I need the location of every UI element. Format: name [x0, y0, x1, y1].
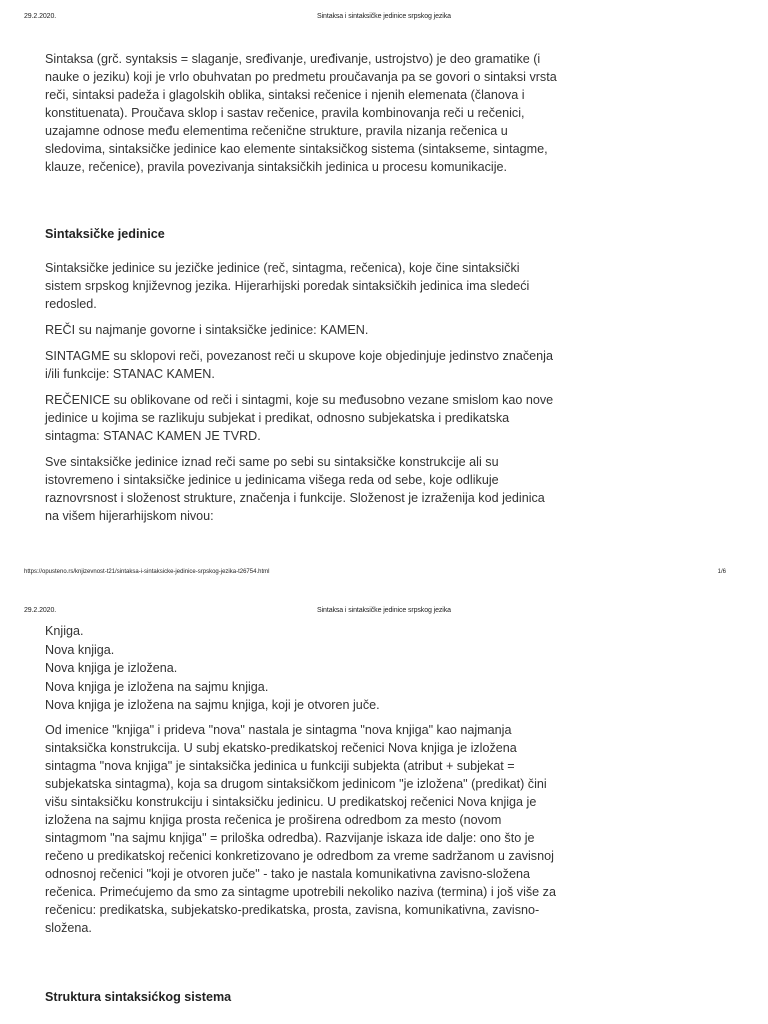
example-line: Nova knjiga je izložena na sajmu knjiga, koji je otvoren juče.	[45, 698, 380, 713]
body-paragraph: Sve sintaksičke jedinice iznad reči same po sebi su sintaksičke konstrukcije ali su istovremeno i sintaksičke jedinice u jedinicama višega reda od sebe, koje odlikuje raznovrsnost i složenost strukture, značenja i funkcije. Složenost je izraženija kod jedinica na višem hijerarhijskom nivou:	[45, 455, 545, 523]
body-paragraph: SINTAGME su sklopovi reči, povezanost reči u skupove koje objedinjuje jedinstvo značenja i/ili funkcije: STANAC KAMEN.	[45, 349, 553, 381]
intro-section	[45, 50, 557, 184]
page-footer	[24, 569, 744, 581]
explanation-section	[45, 721, 557, 945]
page-break	[0, 589, 768, 600]
section-heading-block	[45, 225, 557, 243]
document-title: Sintaksa i sintaksičke jedinice srpskog jezika	[317, 13, 451, 20]
section-heading: Sintaksičke jedinice	[45, 227, 165, 241]
section-body	[45, 259, 557, 533]
section-heading: Struktura sintaksićkog sistema	[45, 990, 232, 1004]
intro-paragraph: Sintaksa (grč. syntaksis = slaganje, sređivanje, uređivanje, ustrojstvo) je deo gramatike (i nauke o jeziku) koji je vrlo obuhvatan po predmetu proučavanja pa se govori o sintaksi vrsta reči, sintaksi padeža i glagolskih oblika, sintaksi rečenice i njenih elemenata (članova i konstituenata). Proučava sklop i sastav rečenice, pravila kombinovanja reči u rečenici, uzajamne odnose među elementima rečenične strukture, pravila nizanja rečenica u sledovima, sintaksičke jedinice kao elemente sintaksičkog sistema (sintakseme, sintagme, klauze, rečenice), pravila povezivanja sintaksičkih jedinica u procesu komunikacije.	[45, 52, 557, 174]
print-date: 29.2.2020.	[24, 13, 57, 20]
page-header	[24, 13, 744, 25]
print-date: 29.2.2020.	[24, 607, 57, 614]
example-line: Nova knjiga.	[45, 642, 115, 657]
page-number: 1/6	[717, 569, 726, 575]
document-title: Sintaksa i sintaksičke jedinice srpskog jezika	[317, 607, 451, 614]
section-heading-block	[45, 988, 557, 1006]
example-line: Nova knjiga je izložena na sajmu knjiga.	[45, 679, 269, 694]
page-header	[24, 607, 744, 619]
body-paragraph: Sintaksičke jedinice su jezičke jedinice (reč, sintagma, rečenica), koje čine sintaksički sistem srpskog književnog jezika. Hijerarhijski poredak sintaksičkih jedinica ima sledeći redosled.	[45, 261, 530, 311]
example-line: Knjiga.	[45, 624, 84, 638]
body-paragraph: REČI su najmanje govorne i sintaksičke jedinice: KAMEN.	[45, 323, 369, 337]
body-paragraph: REČENICE su oblikovane od reči i sintagmi, koje su međusobno vezane smislom kao nove jedinice u kojima se razlikuju subjekat i predikat, odnosno subjekatska i predikatska sintagma: STANAC KAMEN JE TVRD.	[45, 393, 554, 443]
example-lines	[45, 622, 557, 715]
example-line: Nova knjiga je izložena.	[45, 661, 178, 676]
source-url[interactable]: https://opusteno.rs/knjizevnost-t21/sintaksa-i-sintaksicke-jedinice-srpskog-jezika-t26754.html	[24, 569, 270, 575]
explanation-paragraph: Od imenice "knjiga" i prideva "nova" nastala je sintagma "nova knjiga" kao najmanja sintaksička konstrukcija. U subj ekatsko-predikatskoj rečenici Nova knjiga je izložena sintagma "nova knjiga" je sintaksička jedinica u funkciji subjekta (atribut + subjekat = subjekatska sintagma), koja sa drugom sintaksičkom jedinicom "je izložena" (predikat) čini višu sintaksičku konstrukciju i sintaksičku jedinicu. U predikatskoj rečenici Nova knjiga je izložena na sajmu knjiga prosta rečenica je proširena odredbom za mesto (novom sintagmom "na sajmu knjiga" = priloška odredba). Razvijanje iskaza ide dalje: ono što je rečeno u predikatskoj rečenici konkretizovano je odredbom za vreme sadržanom u zavisnoj odnosnoj rečenici "koji je otvoren juče" - tako je nastala komunikativna zavisno-složena rečenica. Primećujemo da smo za sintagme upotrebili nekoliko naziva (termina) i još više za rečenicu: predikatska, subjekatsko-predikatska, prosta, zavisna, komunikativna, zavisno-složena.	[45, 723, 556, 935]
